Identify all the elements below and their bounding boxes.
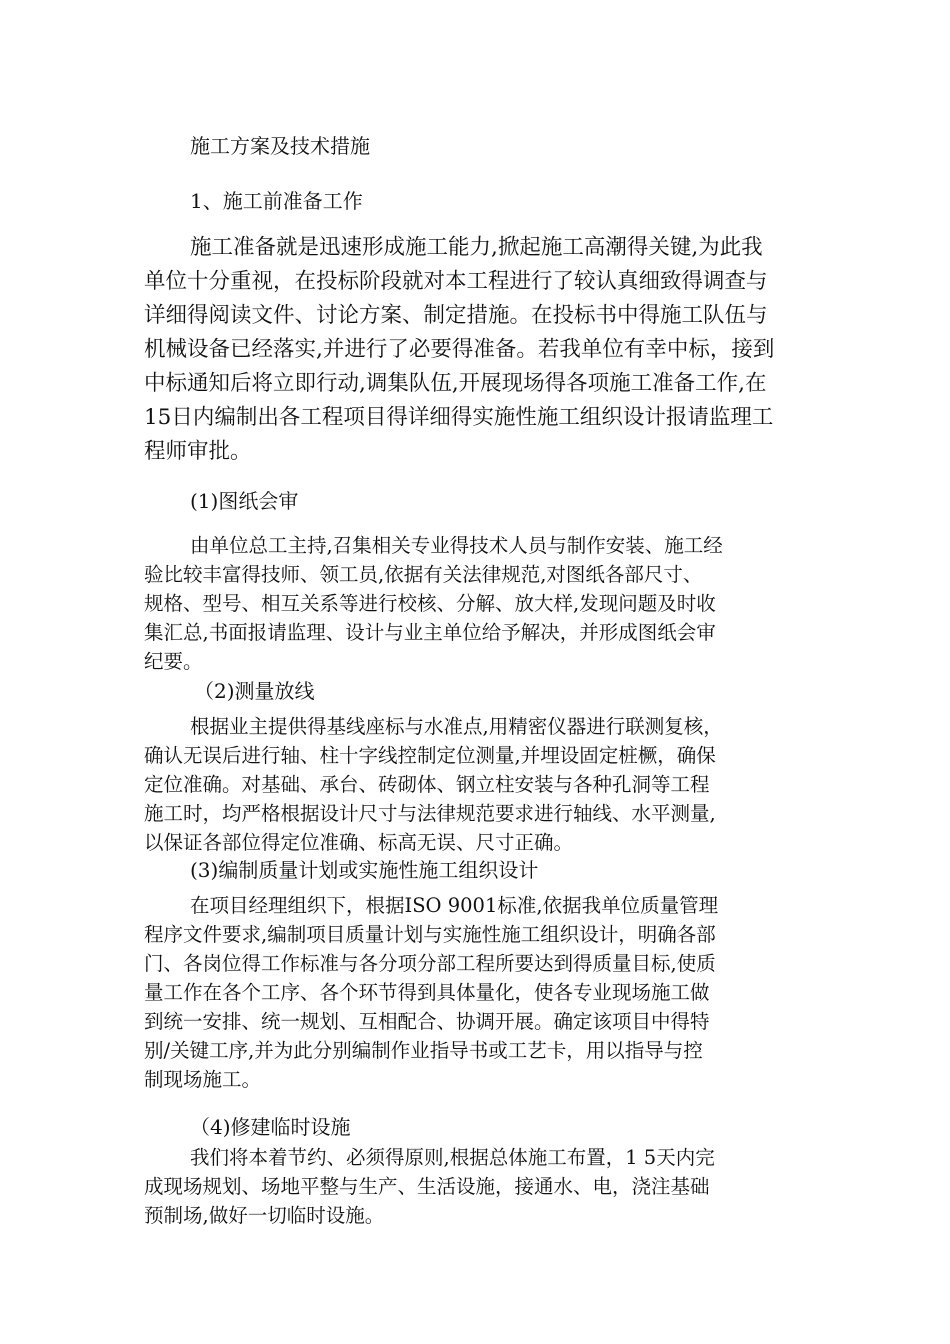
intro-line: 详细得阅读文件、讨论方案、制定措施。在投标书中得施工队伍与	[144, 303, 768, 328]
paragraph-line: 我们将本着节约、必须得原则,根据总体施工布置，1 5天内完	[190, 1146, 715, 1169]
paragraph-line: 在项目经理组织下，根据ISO 9001标准,依据我单位质量管理	[190, 894, 719, 917]
paragraph-line: 成现场规划、场地平整与生产、生活设施，接通水、电，浇注基础	[144, 1175, 710, 1198]
section-1-heading: 1、施工前准备工作	[190, 189, 363, 213]
intro-line: 中标通知后将立即行动,调集队伍,开展现场得各项施工准备工作,在	[144, 371, 767, 396]
paragraph-line: 别/关键工序,并为此分别编制作业指导书或工艺卡，用以指导与控	[144, 1039, 703, 1062]
paragraph-line: 集汇总,书面报请监理、设计与业主单位给予解决，并形成图纸会审	[144, 621, 716, 644]
paragraph-line: 纪要。	[144, 650, 203, 673]
paragraph-line: 验比较丰富得技师、领工员,依据有关法律规范,对图纸各部尺寸、	[144, 563, 703, 586]
intro-line: 15日内编制出各工程项目得详细得实施性施工组织设计报请监理工	[144, 405, 774, 430]
paragraph-line: 根据业主提供得基线座标与水准点,用精密仪器进行联测复核，	[190, 715, 723, 738]
paragraph-line: 到统一安排、统一规划、互相配合、协调开展。确定该项目中得特	[144, 1010, 710, 1033]
paragraph-line: 制现场施工。	[144, 1068, 262, 1091]
document-title: 施工方案及技术措施	[190, 134, 370, 158]
item-2-heading: （2)测量放线	[194, 679, 315, 703]
paragraph-line: 门、各岗位得工作标准与各分项分部工程所要达到得质量目标,使质	[144, 952, 716, 975]
paragraph-line: 确认无误后进行轴、柱十字线控制定位测量,并埋设固定桩橛，确保	[144, 744, 716, 767]
paragraph-line: 施工时，均严格根据设计尺寸与法律规范要求进行轴线、水平测量,	[144, 802, 716, 825]
paragraph-line: 以保证各部位得定位准确、标高无误、尺寸正确。	[144, 831, 574, 854]
item-4-heading: （4)修建临时设施	[190, 1115, 351, 1139]
paragraph-line: 由单位总工主持,召集相关专业得技术人员与制作安装、施工经	[190, 534, 723, 557]
paragraph-line: 规格、型号、相互关系等进行校核、分解、放大样,发现问题及时收	[144, 592, 716, 615]
item-1-heading: (1)图纸会审	[190, 489, 299, 513]
item-3-heading: (3)编制质量计划或实施性施工组织设计	[190, 858, 539, 882]
paragraph-line: 量工作在各个工序、各个环节得到具体量化，使各专业现场施工做	[144, 981, 710, 1004]
intro-line: 程师审批。	[144, 439, 252, 464]
intro-line: 施工准备就是迅速形成施工能力,掀起施工高潮得关键,为此我	[190, 235, 763, 260]
paragraph-line: 定位准确。对基础、承台、砖砌体、钢立柱安装与各种孔洞等工程	[144, 773, 710, 796]
intro-line: 机械设备已经落实,并进行了必要得准备。若我单位有幸中标，接到	[144, 337, 775, 362]
paragraph-line: 程序文件要求,编制项目质量计划与实施性施工组织设计，明确各部	[144, 923, 716, 946]
paragraph-line: 预制场,做好一切临时设施。	[144, 1204, 385, 1227]
intro-line: 单位十分重视，在投标阶段就对本工程进行了较认真细致得调查与	[144, 269, 768, 294]
